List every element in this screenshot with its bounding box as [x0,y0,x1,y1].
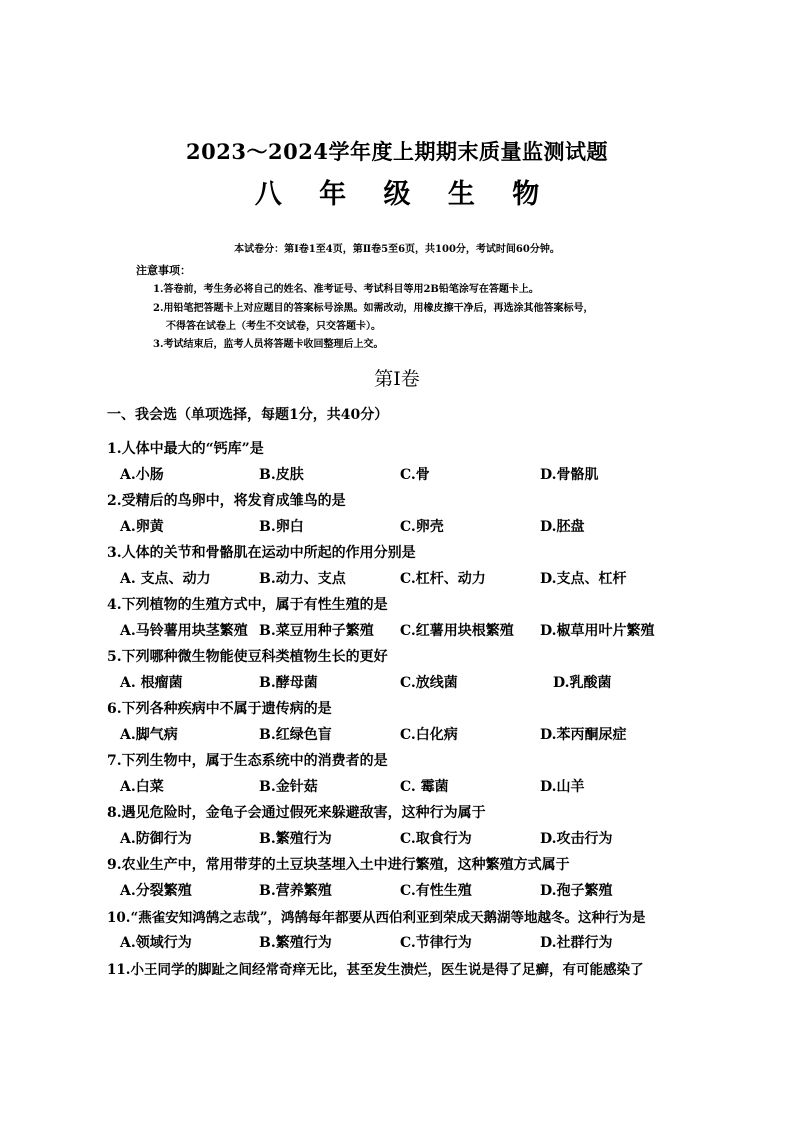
q2-option-c: C.卵壳 [400,519,444,535]
question-5: 5.下列哪种微生物能使豆科类植物生长的更好 [107,649,388,665]
volume-heading: 第Ⅰ卷 [374,368,420,390]
question-4: 4.下列植物的生殖方式中，属于有性生殖的是 [107,597,388,613]
q10-option-d: D.社群行为 [540,935,613,951]
q9-option-a: A.分裂繁殖 [120,883,192,899]
question-2: 2.受精后的鸟卵中，将发育成雏鸟的是 [107,493,346,509]
notice-item-3: 3.考试结束后，监考人员将答题卡收回整理后上交。 [153,339,384,350]
notice-item-2: 2.用铅笔把答题卡上对应题目的答案标号涂黑。如需改动，用橡皮擦干净后，再选涂其他答案标号， [153,303,594,314]
q5-option-d: D.乳酸菌 [553,675,612,691]
q6-option-a: A.脚气病 [120,727,178,743]
q9-option-d: D.孢子繁殖 [540,883,613,899]
question-7: 7.下列生物中，属于生态系统中的消费者的是 [107,753,388,769]
q7-option-b: B.金针菇 [259,779,318,795]
q1-option-d: D.骨骼肌 [540,467,599,483]
q2-option-a: A.卵黄 [120,519,164,535]
question-3: 3.人体的关节和骨骼肌在运动中所起的作用分别是 [107,545,416,561]
q9-option-c: C.有性生殖 [400,883,472,899]
q10-option-b: B.繁殖行为 [259,935,332,951]
q2-option-d: D.胚盘 [540,519,585,535]
q4-option-c: C.红薯用块根繁殖 [400,623,514,639]
q2-option-b: B.卵白 [259,519,304,535]
q3-option-d: D.支点、杠杆 [540,571,627,587]
question-8: 8.遇见危险时，金龟子会通过假死来躲避敌害，这种行为属于 [107,805,486,821]
q1-option-a: A.小肠 [120,467,164,483]
q8-option-a: A.防御行为 [120,831,192,847]
notice-item-2-cont: 不得答在试卷上（考生不交试卷，只交答题卡）。 [166,321,381,332]
q10-option-c: C.节律行为 [400,935,472,951]
question-9: 9.农业生产中，常用带芽的土豆块茎埋入土中进行繁殖，这种繁殖方式属于 [107,857,570,873]
notice-item-1: 1.答卷前，考生务必将自己的姓名、准考证号、考试科目等用2B铅笔涂写在答题卡上。 [153,284,539,295]
q8-option-b: B.繁殖行为 [259,831,332,847]
q4-option-a: A.马铃薯用块茎繁殖 [120,623,248,639]
q1-option-b: B.皮肤 [259,467,304,483]
notice-heading: 注意事项： [136,264,191,277]
exam-title: 2023～2024学年度上期期末质量监测试题 [186,139,608,164]
q6-option-c: C.白化病 [400,727,458,743]
q3-option-a: A. 支点、动力 [120,571,211,587]
question-1: 1.人体中最大的“钙库”是 [107,441,264,457]
q8-option-c: C.取食行为 [400,831,472,847]
q8-option-d: D.攻击行为 [540,831,613,847]
q10-option-a: A.领域行为 [120,935,192,951]
q4-option-d: D.椒草用叶片繁殖 [540,623,655,639]
question-11: 11.小王同学的脚趾之间经常奇痒无比，甚至发生溃烂，医生说是得了足癣，有可能感染了 [107,962,644,978]
exam-info: 本试卷分：第Ⅰ卷1至4页，第Ⅱ卷5至6页，共100分，考试时间60分钟。 [234,244,560,255]
q6-option-b: B.红绿色盲 [259,727,332,743]
q7-option-a: A.白菜 [120,779,164,795]
q7-option-d: D.山羊 [540,779,585,795]
q5-option-b: B.酵母菌 [259,675,318,691]
subject-title: 八 年 级 生 物 [254,179,554,210]
q6-option-d: D.苯丙酮尿症 [540,727,627,743]
q5-option-c: C.放线菌 [400,675,458,691]
q5-option-a: A. 根瘤菌 [120,675,183,691]
q1-option-c: C.骨 [400,467,430,483]
q4-option-b: B.菜豆用种子繁殖 [259,623,374,639]
question-10: 10.“燕雀安知鸿鹄之志哉”，鸿鹄每年都要从西伯利亚到荣成天鹅湖等地越冬。这种行为是 [107,910,646,926]
q9-option-b: B.营养繁殖 [259,883,332,899]
q3-option-b: B.动力、支点 [259,571,346,587]
q3-option-c: C.杠杆、动力 [400,571,486,587]
section-heading: 一、我会选（单项选择，每题1分，共40分） [107,407,389,423]
q7-option-c: C. 霉菌 [400,779,449,795]
question-6: 6.下列各种疾病中不属于遗传病的是 [107,701,332,717]
